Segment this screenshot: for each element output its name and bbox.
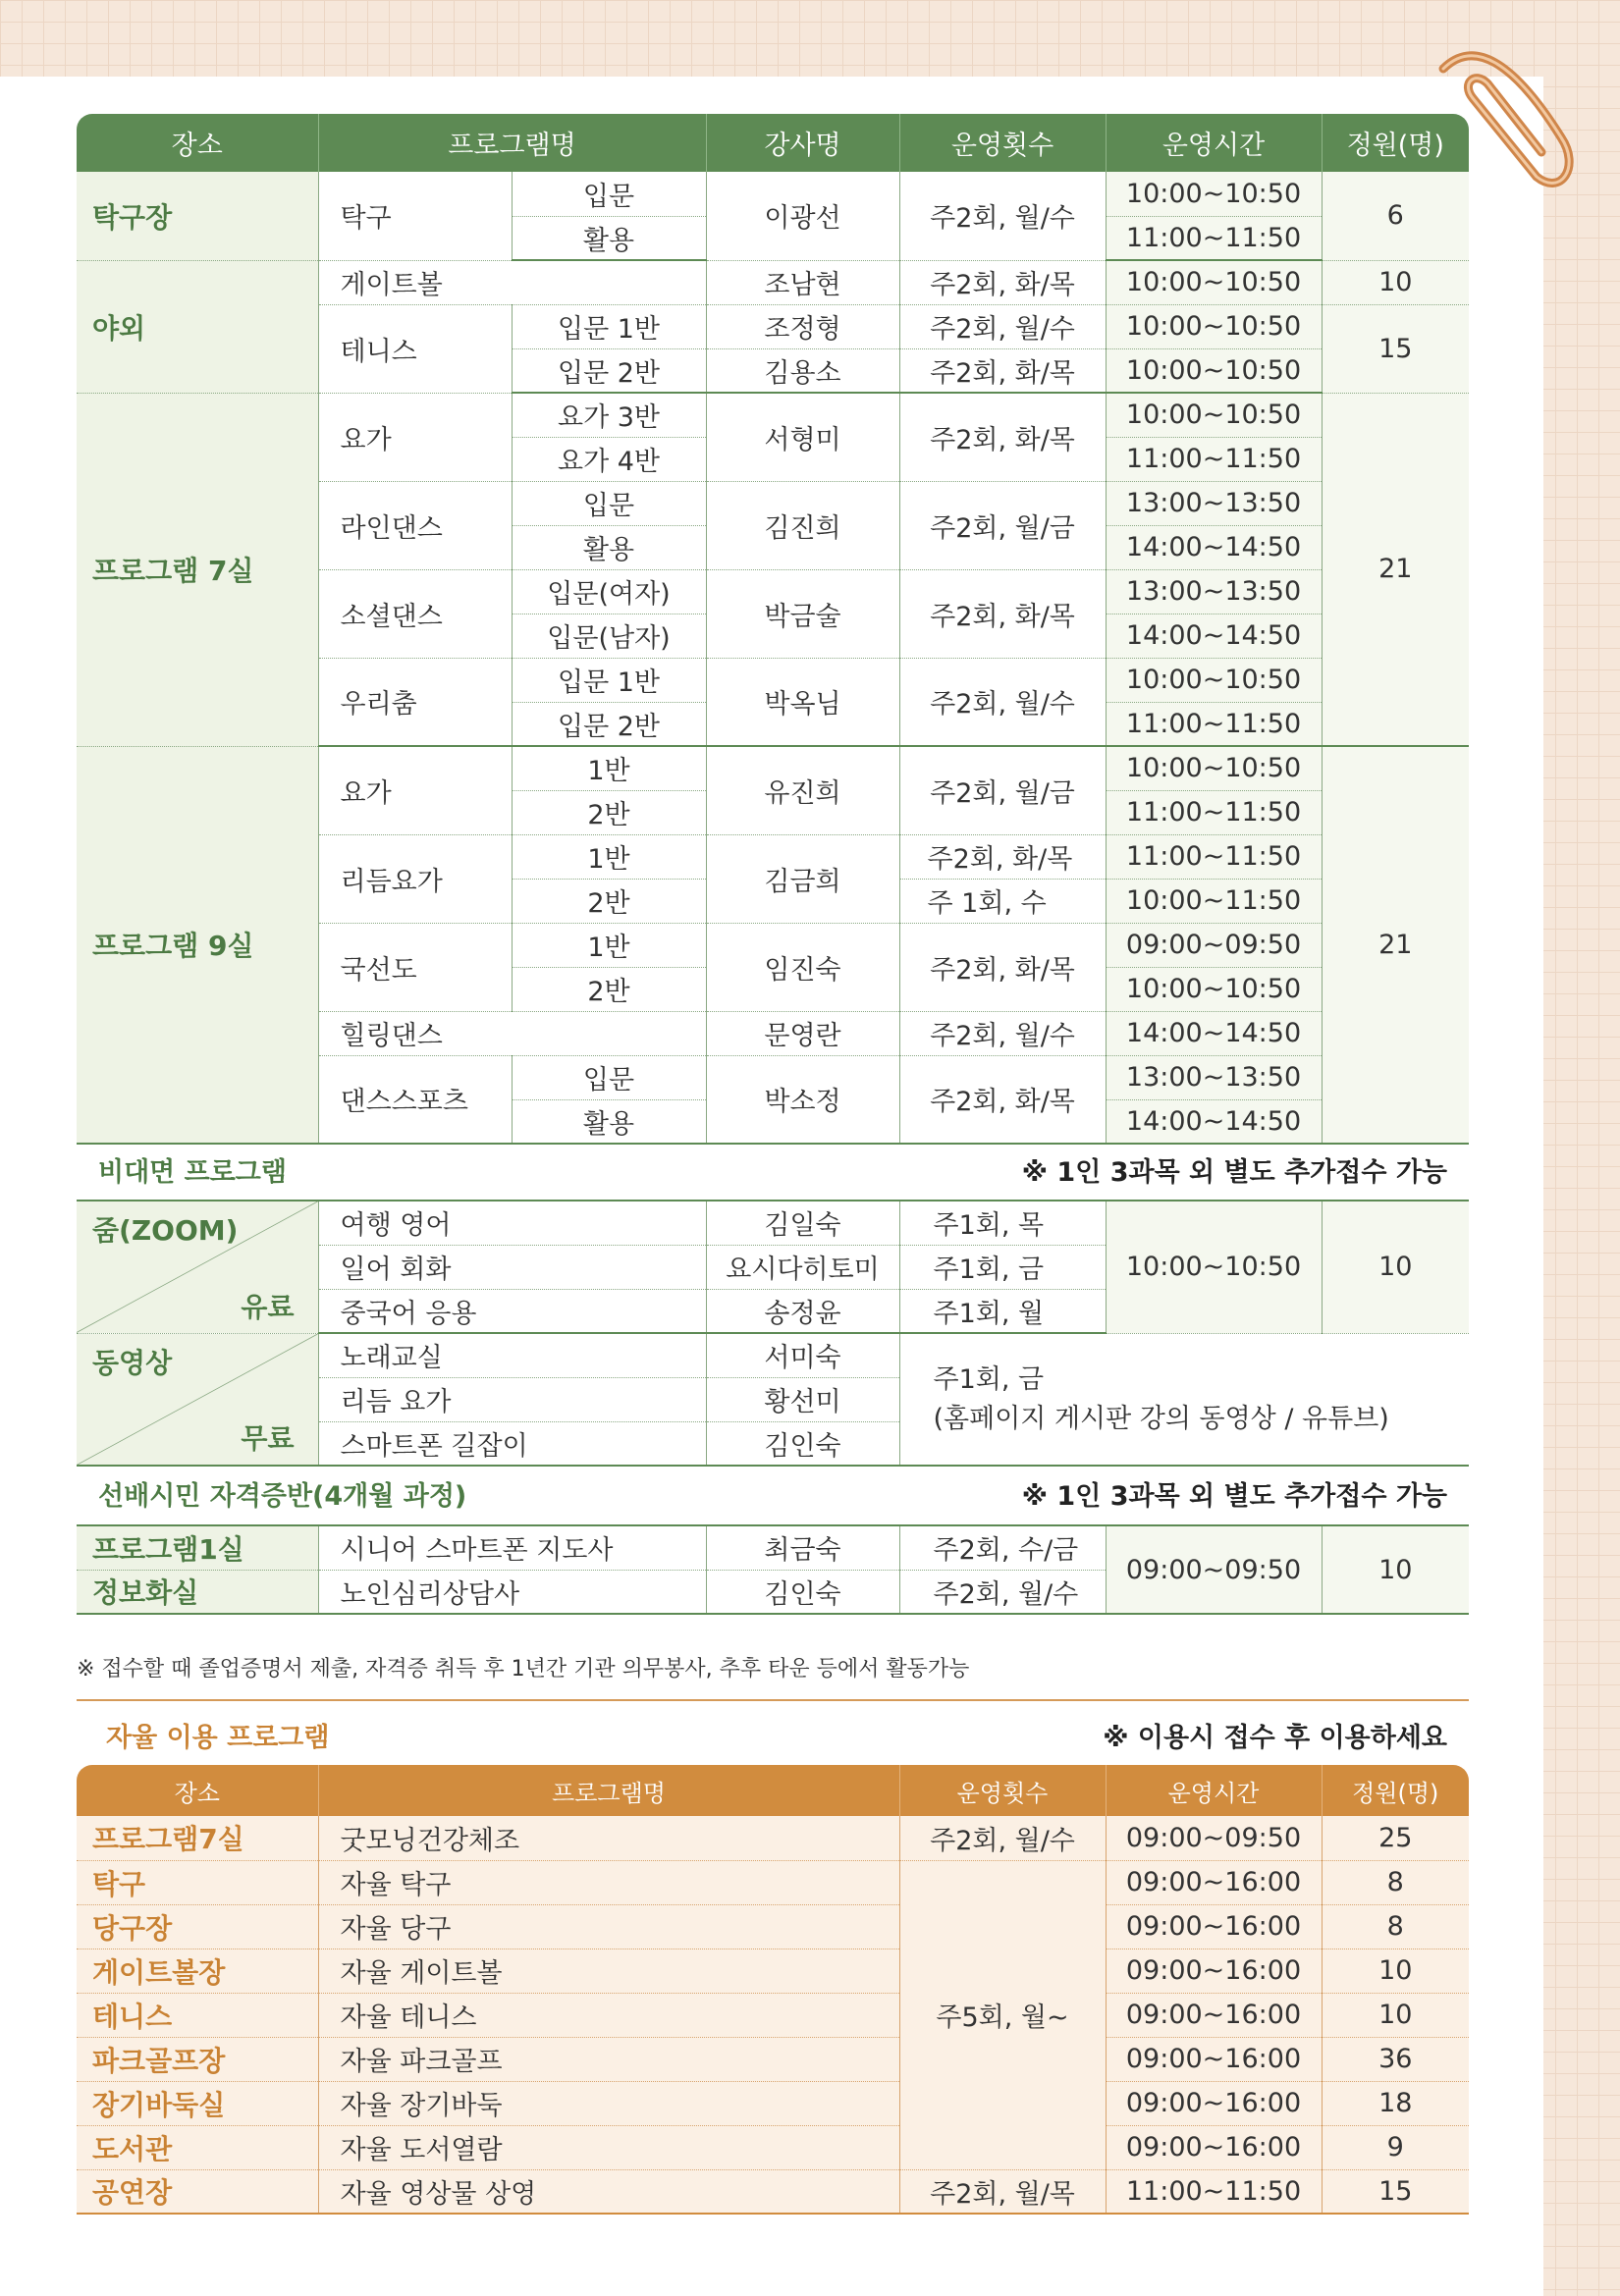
header-frequency: 운영횟수: [899, 1765, 1106, 1816]
table-row: [77, 2081, 1469, 2125]
instructor-cell: 박금술: [706, 569, 899, 658]
capacity-cell: 15: [1322, 304, 1469, 393]
online-program-table: [77, 1200, 1469, 1467]
program-schedule-table: [77, 114, 1469, 1145]
instructor-cell: 최금숙: [706, 1525, 899, 1570]
instructor-cell: 김진희: [706, 481, 899, 569]
program-cell: 게이트볼: [318, 260, 706, 304]
level-cell: 요가 3반: [512, 393, 706, 437]
level-cell: 2반: [512, 790, 706, 834]
capacity-cell: 36: [1322, 2037, 1469, 2081]
location-cell: 프로그램 7실: [77, 393, 318, 746]
frequency-cell: 주2회, 화/목: [899, 393, 1106, 481]
level-cell: 2반: [512, 879, 706, 923]
frequency-cell: 주5회, 월~: [899, 1860, 1106, 2169]
time-cell: 10:00~10:50: [1106, 746, 1322, 790]
time-cell: 09:00~16:00: [1106, 2081, 1322, 2125]
capacity-cell: 10: [1322, 1993, 1469, 2037]
instructor-cell: 유진희: [706, 746, 899, 834]
table-header-row: [77, 114, 1469, 172]
level-cell: 입문 1반: [512, 658, 706, 702]
program-cell: 여행 영어: [318, 1201, 706, 1245]
table-row: [77, 172, 1469, 216]
instructor-cell: 김금희: [706, 834, 899, 923]
location-cell: 테니스: [77, 1993, 318, 2037]
location-cell: 게이트볼장: [77, 1949, 318, 1993]
program-cell: 요가: [318, 393, 512, 481]
frequency-cell: 주2회, 월/수: [899, 304, 1106, 348]
frequency-cell: 주2회, 화/목: [899, 348, 1106, 393]
instructor-cell: 박소정: [706, 1055, 899, 1144]
location-cell: 야외: [77, 260, 318, 393]
program-cell: 자율 장기바둑: [318, 2081, 899, 2125]
location-cell: 장기바둑실: [77, 2081, 318, 2125]
program-cell: 요가: [318, 746, 512, 834]
program-cell: 소셜댄스: [318, 569, 512, 658]
location-cell: 도서관: [77, 2125, 318, 2169]
self-use-title: 자율 이용 프로그램: [106, 1722, 330, 1753]
self-use-section-header: [77, 1706, 1469, 1763]
time-cell: 14:00~14:50: [1106, 1099, 1322, 1144]
section-divider: [77, 1699, 1469, 1701]
program-cell: 중국어 응용: [318, 1289, 706, 1333]
time-cell: 10:00~10:50: [1106, 967, 1322, 1011]
time-cell: 10:00~10:50: [1106, 393, 1322, 437]
time-cell: 09:00~16:00: [1106, 1904, 1322, 1949]
table-row: [77, 2169, 1469, 2214]
header-time: 운영시간: [1106, 1765, 1322, 1816]
program-cell: 자율 테니스: [318, 1993, 899, 2037]
time-cell: 13:00~13:50: [1106, 481, 1322, 525]
capacity-cell: 15: [1322, 2169, 1469, 2214]
program-cell: 리듬요가: [318, 834, 512, 923]
location-cell: 당구장: [77, 1904, 318, 1949]
table-row: [77, 1333, 1469, 1377]
location-cell: 탁구: [77, 1860, 318, 1904]
program-cell: 스마트폰 길잡이: [318, 1421, 706, 1466]
time-cell: 09:00~16:00: [1106, 2037, 1322, 2081]
video-label: 동영상: [92, 1346, 173, 1379]
footnote: ※ 접수할 때 졸업증명서 제출, 자격증 취득 후 1년간 기관 의무봉사, 추후 타운 등에서 활동가능: [77, 1657, 970, 1682]
certificate-program-table: [77, 1524, 1469, 1615]
instructor-cell: 문영란: [706, 1011, 899, 1055]
header-instructor: 강사명: [706, 114, 899, 172]
program-cell: 노인심리상담사: [318, 1570, 706, 1614]
instructor-cell: 김일숙: [706, 1201, 899, 1245]
instructor-cell: 황선미: [706, 1377, 899, 1421]
capacity-cell: 9: [1322, 2125, 1469, 2169]
time-cell: 11:00~11:50: [1106, 2169, 1322, 2214]
video-frequency-line2: (홈페이지 게시판 강의 동영상 / 유튜브): [933, 1403, 1389, 1434]
video-type-cell: [77, 1333, 318, 1466]
location-cell: 프로그램7실: [77, 1816, 318, 1860]
program-cell: 리듬 요가: [318, 1377, 706, 1421]
level-cell: 입문: [512, 481, 706, 525]
header-capacity: 정원(명): [1322, 114, 1469, 172]
time-cell: 10:00~10:50: [1106, 1201, 1322, 1333]
video-frequency-line1: 주1회, 금: [933, 1363, 1045, 1395]
time-cell: 10:00~10:50: [1106, 260, 1322, 304]
capacity-cell: 10: [1322, 1201, 1469, 1333]
frequency-cell: 주1회, 목: [899, 1201, 1106, 1245]
program-cell: 자율 파크골프: [318, 2037, 899, 2081]
time-cell: 09:00~16:00: [1106, 2125, 1322, 2169]
program-cell: 시니어 스마트폰 지도사: [318, 1525, 706, 1570]
header-capacity: 정원(명): [1322, 1765, 1469, 1816]
time-cell: 09:00~16:00: [1106, 1860, 1322, 1904]
level-cell: 활용: [512, 216, 706, 260]
time-cell: 09:00~09:50: [1106, 923, 1322, 967]
capacity-cell: 10: [1322, 260, 1469, 304]
frequency-cell: 주2회, 월/수: [899, 658, 1106, 746]
time-cell: 09:00~16:00: [1106, 1949, 1322, 1993]
time-cell: 11:00~11:50: [1106, 437, 1322, 481]
capacity-cell: 10: [1322, 1949, 1469, 1993]
capacity-cell: 18: [1322, 2081, 1469, 2125]
level-cell: 입문 2반: [512, 702, 706, 746]
time-cell: 14:00~14:50: [1106, 1011, 1322, 1055]
instructor-cell: 김용소: [706, 348, 899, 393]
location-cell: 공연장: [77, 2169, 318, 2214]
program-cell: 탁구: [318, 172, 512, 260]
zoom-label: 줌(ZOOM): [92, 1214, 239, 1247]
level-cell: 입문(남자): [512, 614, 706, 658]
frequency-cell: 주2회, 화/목: [899, 569, 1106, 658]
instructor-cell: 조남현: [706, 260, 899, 304]
certificate-section-header: [77, 1465, 1469, 1522]
level-cell: 1반: [512, 834, 706, 879]
time-cell: 09:00~09:50: [1106, 1816, 1322, 1860]
frequency-cell: 주2회, 월/수: [899, 1816, 1106, 1860]
video-fee-label: 무료: [241, 1422, 295, 1455]
time-cell: 14:00~14:50: [1106, 614, 1322, 658]
header-frequency: 운영횟수: [899, 114, 1106, 172]
table-row: [77, 393, 1469, 437]
program-cell: 자율 도서열람: [318, 2125, 899, 2169]
table-row: [77, 1904, 1469, 1949]
header-location: 장소: [77, 114, 318, 172]
table-row: [77, 2037, 1469, 2081]
program-cell: 라인댄스: [318, 481, 512, 569]
header-time: 운영시간: [1106, 114, 1322, 172]
instructor-cell: 김인숙: [706, 1421, 899, 1466]
video-frequency-cell: [899, 1333, 1469, 1466]
online-note: ※ 1인 3과목 외 별도 추가접수 가능: [1021, 1156, 1447, 1188]
time-cell: 13:00~13:50: [1106, 569, 1322, 614]
program-cell: 국선도: [318, 923, 512, 1011]
certificate-title: 선배시민 자격증반(4개월 과정): [98, 1480, 467, 1512]
location-cell: 프로그램 9실: [77, 746, 318, 1144]
instructor-cell: 임진숙: [706, 923, 899, 1011]
table-row: [77, 746, 1469, 790]
location-cell: 정보화실: [77, 1570, 318, 1614]
time-cell: 11:00~11:50: [1106, 216, 1322, 260]
level-cell: 활용: [512, 1099, 706, 1144]
frequency-cell: 주1회, 월: [899, 1289, 1106, 1333]
self-use-program-table: [77, 1765, 1469, 2215]
time-cell: 10:00~10:50: [1106, 304, 1322, 348]
table-row: [77, 1525, 1469, 1570]
program-cell: 힐링댄스: [318, 1011, 706, 1055]
instructor-cell: 김인숙: [706, 1570, 899, 1614]
level-cell: 입문: [512, 172, 706, 216]
instructor-cell: 요시다히토미: [706, 1245, 899, 1289]
program-cell: 자율 게이트볼: [318, 1949, 899, 1993]
frequency-cell: 주2회, 월/수: [899, 172, 1106, 260]
frequency-cell: 주2회, 월/금: [899, 481, 1106, 569]
capacity-cell: 6: [1322, 172, 1469, 260]
program-cell: 노래교실: [318, 1333, 706, 1377]
time-cell: 09:00~09:50: [1106, 1525, 1322, 1614]
location-cell: 파크골프장: [77, 2037, 318, 2081]
program-cell: 우리춤: [318, 658, 512, 746]
program-cell: 테니스: [318, 304, 512, 393]
frequency-cell: 주2회, 화/목: [899, 834, 1106, 879]
capacity-cell: 21: [1322, 393, 1469, 746]
program-cell: 자율 당구: [318, 1904, 899, 1949]
table-row: [77, 1816, 1469, 1860]
self-use-note: ※ 이용시 접수 후 이용하세요: [1103, 1722, 1447, 1753]
zoom-type-cell: [77, 1201, 318, 1333]
table-row: [77, 1860, 1469, 1904]
level-cell: 입문: [512, 1055, 706, 1099]
level-cell: 입문 2반: [512, 348, 706, 393]
capacity-cell: 8: [1322, 1904, 1469, 1949]
frequency-cell: 주 1회, 수: [899, 879, 1106, 923]
table-row: [77, 1993, 1469, 2037]
time-cell: 10:00~10:50: [1106, 348, 1322, 393]
frequency-cell: 주1회, 금: [899, 1245, 1106, 1289]
online-section-header: [77, 1141, 1469, 1198]
table-row: [77, 260, 1469, 304]
time-cell: 11:00~11:50: [1106, 834, 1322, 879]
zoom-fee-label: 유료: [241, 1290, 295, 1323]
location-cell: 탁구장: [77, 172, 318, 260]
level-cell: 입문 1반: [512, 304, 706, 348]
frequency-cell: 주2회, 화/목: [899, 1055, 1106, 1144]
capacity-cell: 10: [1322, 1525, 1469, 1614]
instructor-cell: 서미숙: [706, 1333, 899, 1377]
instructor-cell: 조정형: [706, 304, 899, 348]
frequency-cell: 주2회, 월/수: [899, 1011, 1106, 1055]
time-cell: 09:00~16:00: [1106, 1993, 1322, 2037]
time-cell: 14:00~14:50: [1106, 525, 1322, 569]
level-cell: 2반: [512, 967, 706, 1011]
frequency-cell: 주2회, 화/목: [899, 260, 1106, 304]
frequency-cell: 주2회, 수/금: [899, 1525, 1106, 1570]
time-cell: 11:00~11:50: [1106, 790, 1322, 834]
instructor-cell: 박옥님: [706, 658, 899, 746]
frequency-cell: 주2회, 화/목: [899, 923, 1106, 1011]
header-location: 장소: [77, 1765, 318, 1816]
time-cell: 11:00~11:50: [1106, 702, 1322, 746]
program-cell: 자율 영상물 상영: [318, 2169, 899, 2214]
instructor-cell: 서형미: [706, 393, 899, 481]
table-row: [77, 1201, 1469, 1245]
table-row: [77, 1949, 1469, 1993]
time-cell: 10:00~11:50: [1106, 879, 1322, 923]
program-cell: 자율 탁구: [318, 1860, 899, 1904]
table-header-row: [77, 1765, 1469, 1816]
time-cell: 10:00~10:50: [1106, 658, 1322, 702]
table-row: [77, 2125, 1469, 2169]
level-cell: 입문(여자): [512, 569, 706, 614]
capacity-cell: 8: [1322, 1860, 1469, 1904]
certificate-note: ※ 1인 3과목 외 별도 추가접수 가능: [1021, 1480, 1447, 1512]
frequency-cell: 주2회, 월/금: [899, 746, 1106, 834]
header-program: 프로그램명: [318, 1765, 899, 1816]
program-cell: 굿모닝건강체조: [318, 1816, 899, 1860]
capacity-cell: 21: [1322, 746, 1469, 1144]
program-cell: 댄스스포츠: [318, 1055, 512, 1144]
level-cell: 1반: [512, 923, 706, 967]
online-title: 비대면 프로그램: [98, 1156, 287, 1188]
capacity-cell: 25: [1322, 1816, 1469, 1860]
program-cell: 일어 회화: [318, 1245, 706, 1289]
time-cell: 10:00~10:50: [1106, 172, 1322, 216]
frequency-cell: 주2회, 월/목: [899, 2169, 1106, 2214]
instructor-cell: 송정윤: [706, 1289, 899, 1333]
instructor-cell: 이광선: [706, 172, 899, 260]
location-cell: 프로그램1실: [77, 1525, 318, 1570]
time-cell: 13:00~13:50: [1106, 1055, 1322, 1099]
header-program: 프로그램명: [318, 114, 706, 172]
frequency-cell: 주2회, 월/수: [899, 1570, 1106, 1614]
level-cell: 요가 4반: [512, 437, 706, 481]
level-cell: 활용: [512, 525, 706, 569]
level-cell: 1반: [512, 746, 706, 790]
